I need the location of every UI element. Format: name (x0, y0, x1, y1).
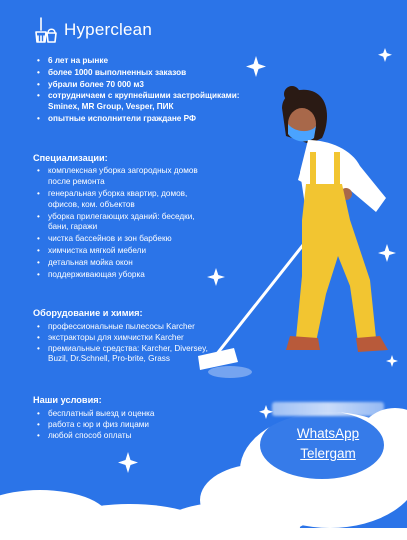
condition-item: • работа с юр и физ лицами (36, 420, 216, 431)
specialization-item: • химчистка мягкой мебели (36, 246, 216, 257)
fact-item: • более 1000 выполненных заказов (36, 68, 271, 79)
specialization-item: • комплексная уборка загородных домов после ремонта (36, 166, 216, 188)
specialization-item: • генеральная уборка квартир, домов, офисов, ком. объектов (36, 189, 216, 211)
fact-item: • опытные исполнители граждане РФ (36, 114, 271, 125)
cleaner-illustration (190, 80, 407, 380)
equipment-item: • премиальные средства: Karcher, Diversey, Buzil, Dr.Schnell, Pro-brite, Grass (36, 344, 226, 366)
brand (34, 16, 152, 44)
contacts (268, 402, 388, 464)
specialization-item: • уборка прилегающих зданий: беседки, бани, гаражи (36, 212, 216, 234)
equipment-item: • экстракторы для химчистки Karcher (36, 333, 226, 344)
equipment-item: • профессиональные пылесосы Karcher (36, 322, 226, 333)
conditions-title: Наши условия: (33, 395, 102, 405)
fact-item: • 6 лет на рынке (36, 56, 271, 67)
fact-item: • сотрудничаем с крупнейшими застройщиками: Sminex, MR Group, Vesper, ПИК (36, 91, 271, 113)
specializations-title: Специализации: (33, 153, 108, 163)
phone-number-blurred (272, 402, 384, 416)
brand-name: Hyperclean (64, 20, 152, 39)
specialization-item: • поддерживающая уборка (36, 270, 216, 281)
avito-logo-icon (300, 502, 326, 524)
broom-bucket-icon (34, 16, 58, 44)
whatsapp-link[interactable]: WhatsApp (296, 426, 360, 441)
conditions-list (36, 409, 216, 441)
equipment-title: Оборудование и химия: (33, 308, 143, 318)
telegram-link[interactable]: Telergam (300, 446, 356, 461)
fact-item: • убрали более 70 000 м3 (36, 80, 271, 91)
condition-item: • бесплатный выезд и оценка (36, 409, 216, 420)
avito-watermark (300, 502, 371, 524)
avito-text: Avito (328, 502, 371, 523)
specializations-list (36, 166, 216, 282)
specialization-item: • чистка бассейнов и зон барбекю (36, 234, 216, 245)
specialization-item: • детальная мойка окон (36, 258, 216, 269)
condition-item: • любой способ оплаты (36, 431, 216, 442)
